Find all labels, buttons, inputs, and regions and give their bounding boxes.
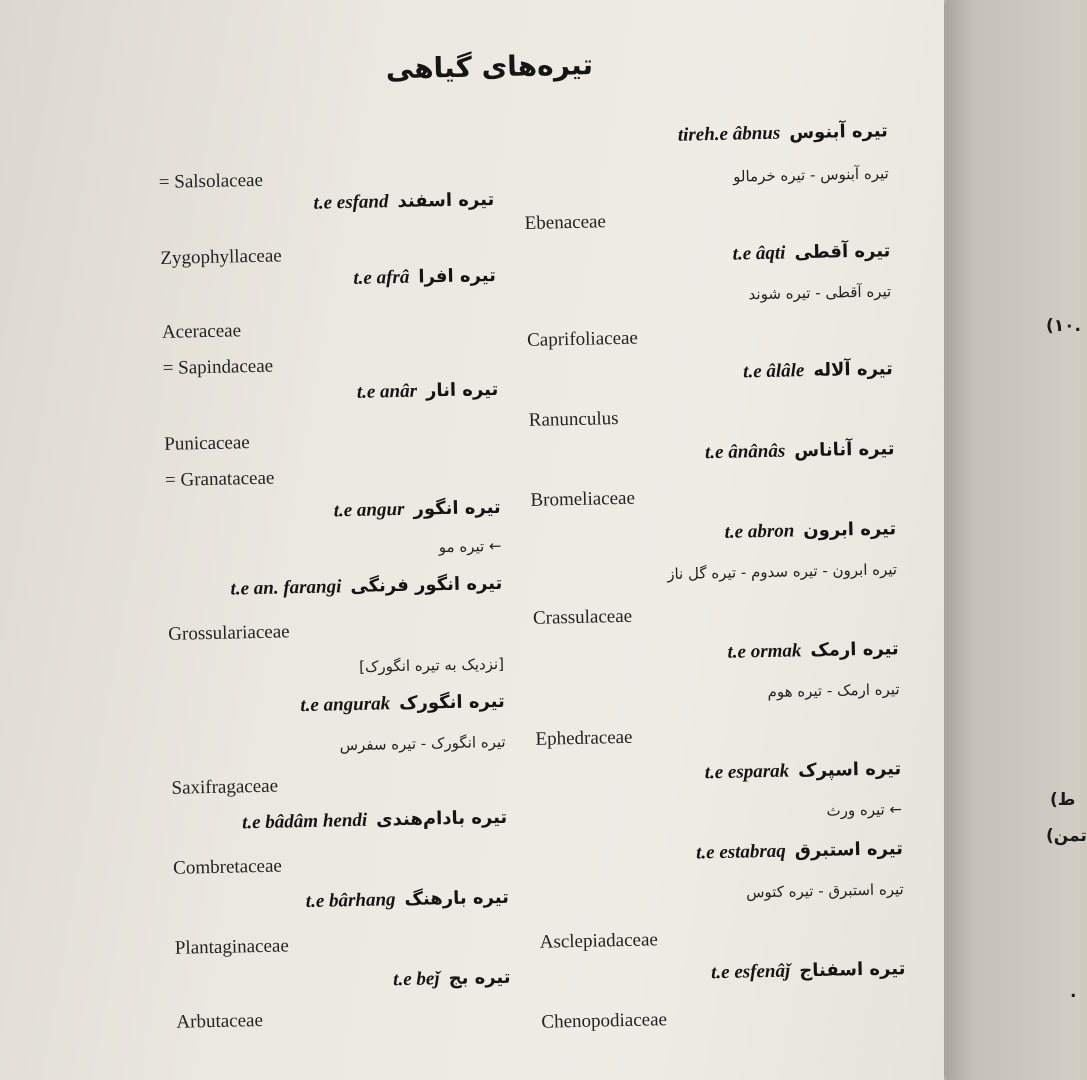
headword-transliteration: t.e an. farangi [230, 576, 342, 600]
entry-headword [540, 958, 905, 988]
headword-persian: تیره بج [448, 966, 511, 990]
headword-transliteration: t.e bâdâm hendi [241, 809, 368, 834]
entry-synonyms: ← تیره ورث [826, 800, 903, 820]
entry-headword [528, 358, 893, 388]
headword-transliteration: t.e esparak [704, 760, 790, 784]
entry-scientific-name: Grossulariaceae [168, 621, 290, 645]
entry-headword [525, 240, 890, 270]
headword-transliteration: t.e abron [724, 520, 795, 543]
entry-scientific-name: Chenopodiaceae [541, 1009, 668, 1033]
adjacent-page-edge [946, 0, 1087, 1080]
headword-transliteration: t.e esfenâǰ [710, 960, 791, 984]
headword-persian: تیره اسفند [397, 188, 495, 212]
headword-persian: تیره آبنوس [789, 120, 889, 144]
entry-headword [167, 573, 502, 602]
headword-transliteration: t.e ânânâs [704, 440, 786, 464]
margin-text-fragment: تمن) [1046, 826, 1087, 846]
headword-transliteration: tireh.e âbnus [677, 122, 781, 146]
headword-transliteration: t.e âlâle [742, 360, 805, 383]
entry-synonyms: تیره ابرون - تیره سدوم - تیره گل ناز [667, 560, 898, 584]
headword-transliteration: t.e estabraq [695, 840, 787, 864]
entry-headword [163, 379, 498, 408]
entry-scientific-name: = Salsolaceae [158, 169, 264, 193]
headword-persian: تیره آلاله [813, 358, 894, 381]
margin-text-fragment: .۱۰) [1046, 316, 1082, 336]
page-title: تیره‌های گیاهی [385, 48, 594, 86]
entry-scientific-name: Bromeliaceae [530, 487, 636, 511]
entry-scientific-name: Plantaginaceae [174, 935, 289, 959]
entry-headword [172, 807, 507, 836]
entry-headword [531, 518, 896, 548]
entry-headword [175, 967, 510, 996]
headword-persian: تیره ارمک [810, 638, 899, 662]
headword-persian: تیره افرا [418, 264, 497, 288]
headword-transliteration: t.e ormak [727, 640, 802, 663]
entry-headword [536, 758, 901, 788]
entry-scientific-name: Combretaceae [172, 855, 283, 879]
entry-headword [166, 497, 501, 526]
headword-transliteration: t.e beǰ [392, 968, 440, 991]
entry-scientific-name: Crassulaceae [532, 605, 633, 629]
headword-persian: تیره اسفناج [799, 958, 906, 982]
entry-synonyms: ← تیره مو [438, 536, 502, 557]
entry-synonyms: تیره آقطی - تیره شوند [748, 282, 892, 304]
headword-transliteration: t.e âqti [732, 242, 786, 265]
headword-transliteration: t.e angurak [300, 693, 391, 717]
headword-transliteration: t.e angur [333, 498, 405, 522]
entry-headword [523, 120, 888, 150]
headword-persian: تیره آقطی [794, 240, 891, 264]
entry-headword [534, 638, 899, 668]
headword-persian: تیره استبرق [794, 838, 904, 862]
entry-headword [529, 438, 894, 468]
entry-headword [174, 887, 509, 916]
entry-headword [161, 265, 496, 294]
entry-synonyms: تیره انگورک - تیره سفرس [339, 732, 506, 755]
entry-scientific-name: Caprifoliaceae [526, 327, 639, 351]
entry-scientific-name: Asclepiadaceae [539, 929, 659, 953]
entry-scientific-name: Arbutaceae [176, 1009, 264, 1033]
entry-headword [159, 189, 494, 218]
headword-persian: تیره انگور [413, 496, 501, 520]
headword-persian: تیره انار [425, 378, 499, 402]
entry-synonyms: تیره ارمک - تیره هوم [767, 680, 900, 701]
margin-text-fragment: ط) [1050, 790, 1076, 810]
entry-scientific-name: Saxifragaceae [171, 775, 279, 799]
headword-transliteration: t.e esfand [313, 191, 389, 214]
entry-scientific-name: = Sapindaceae [162, 355, 274, 379]
headword-persian: تیره انگور فرنگی [350, 572, 503, 598]
headword-transliteration: t.e anâr [356, 380, 418, 403]
entry-synonyms: تیره آبنوس - تیره خرمالو [732, 164, 889, 186]
headword-persian: تیره آناناس [794, 438, 895, 462]
headword-transliteration: t.e afrâ [353, 266, 410, 289]
entry-headword [538, 838, 903, 868]
entry-scientific-name: = Granataceae [164, 467, 275, 491]
entry-synonyms: [نزدیک به تیره انگورک] [358, 654, 505, 676]
entry-headword [170, 691, 505, 720]
headword-persian: تیره انگورک [398, 690, 505, 715]
headword-persian: تیره بادام‌هندی [375, 806, 508, 831]
headword-transliteration: t.e bârhang [305, 889, 396, 913]
entry-scientific-name: Punicaceae [164, 432, 250, 455]
entry-scientific-name: Ebenaceae [524, 211, 607, 234]
headword-persian: تیره بارهنگ [404, 886, 510, 910]
headword-persian: تیره اسپرک [797, 758, 902, 782]
entry-scientific-name: Ranunculus [528, 408, 619, 431]
entry-scientific-name: Aceraceae [161, 320, 242, 343]
entry-scientific-name: Zygophyllaceae [160, 245, 282, 269]
margin-text-fragment: . [1070, 982, 1077, 1002]
headword-persian: تیره ابرون [803, 518, 897, 542]
entry-synonyms: تیره استبرق - تیره کتوس [745, 880, 904, 902]
entry-scientific-name: Ephedraceae [535, 726, 633, 750]
